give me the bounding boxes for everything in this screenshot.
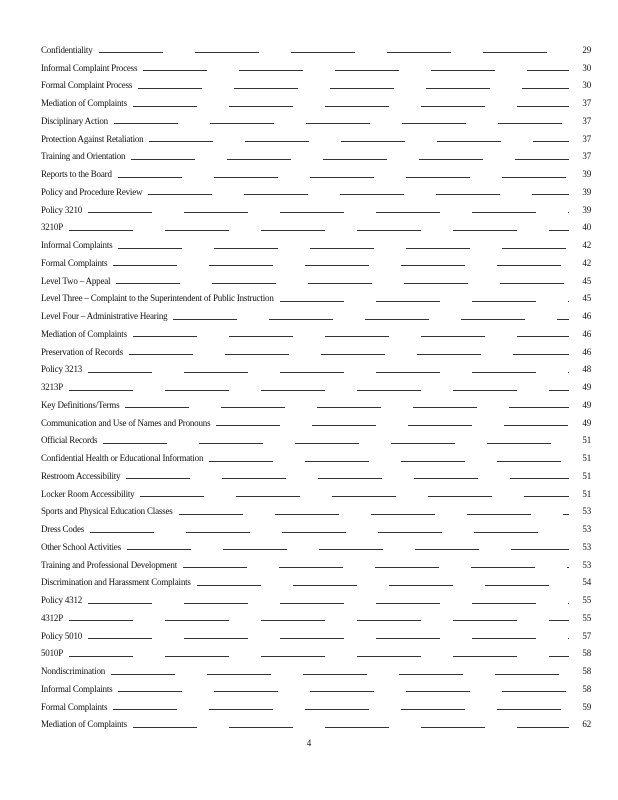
toc-entry-title: Restroom Accessibility <box>41 470 121 481</box>
toc-leader-line <box>148 194 569 195</box>
toc-entry-title: Mediation of Complaints <box>41 98 127 109</box>
toc-entry-page-number: 37 <box>582 98 591 109</box>
toc-entry <box>41 77 591 95</box>
toc-entry-page-number: 46 <box>582 328 591 339</box>
toc-entry-page-number: 53 <box>582 506 591 517</box>
toc-leader-line <box>183 567 569 568</box>
toc-entry-page-number: 46 <box>582 346 591 357</box>
toc-entry <box>41 645 591 663</box>
toc-entry-page-number: 51 <box>582 470 591 481</box>
toc-entry-title: Protection Against Retaliation <box>41 133 144 144</box>
toc-leader-line <box>88 638 569 639</box>
toc-entry-title: Locker Room Accessibility <box>41 488 135 499</box>
toc-entry <box>41 662 591 680</box>
toc-entry-title: 3210P <box>41 222 64 233</box>
toc-entry <box>41 432 591 450</box>
toc-entry <box>41 485 591 503</box>
toc-entry <box>41 201 591 219</box>
toc-entry-page-number: 57 <box>582 630 591 641</box>
toc-entry <box>41 94 591 112</box>
toc-entry-title: Policy and Procedure Review <box>41 186 143 197</box>
toc-entry <box>41 538 591 556</box>
toc-entry-title: Dress Codes <box>41 524 85 535</box>
toc-entry-title: 3213P <box>41 382 64 393</box>
toc-entry <box>41 591 591 609</box>
toc-entry-title: Mediation of Complaints <box>41 719 127 730</box>
toc-entry-page-number: 51 <box>582 435 591 446</box>
toc-leader-line <box>133 727 569 728</box>
toc-leader-line <box>131 159 569 160</box>
toc-leader-line <box>69 230 569 231</box>
toc-entry <box>41 449 591 467</box>
toc-entry <box>41 130 591 148</box>
toc-entry-title: Level Two – Appeal <box>41 275 111 286</box>
toc-leader-line <box>173 319 569 320</box>
toc-leader-line <box>138 88 569 89</box>
toc-entry-title: Discrimination and Harassment Complaints <box>41 577 191 588</box>
toc-entry <box>41 698 591 716</box>
toc-leader-line <box>99 52 570 53</box>
toc-entry <box>41 272 591 290</box>
toc-entry-page-number: 51 <box>582 488 591 499</box>
toc-leader-line <box>179 514 569 515</box>
toc-leader-line <box>125 407 569 408</box>
toc-entry-page-number: 62 <box>582 719 591 730</box>
toc-entry-page-number: 49 <box>582 417 591 428</box>
toc-entry <box>41 716 591 734</box>
toc-entry-page-number: 37 <box>582 115 591 126</box>
toc-entry-title: Sports and Physical Education Classes <box>41 506 173 517</box>
toc-leader-line <box>113 709 569 710</box>
toc-entry-title: Level Three – Complaint to the Superintendent of Public Instruction <box>41 293 274 304</box>
toc-leader-line <box>280 301 569 302</box>
toc-leader-line <box>103 443 569 444</box>
toc-leader-line <box>133 106 569 107</box>
toc-entry-page-number: 58 <box>582 683 591 694</box>
toc-entry <box>41 183 591 201</box>
toc-entry <box>41 112 591 130</box>
toc-entry-page-number: 55 <box>582 612 591 623</box>
toc-entry <box>41 59 591 77</box>
toc-entry-page-number: 30 <box>582 80 591 91</box>
toc-entry-title: Policy 4312 <box>41 595 83 606</box>
toc-entry-page-number: 49 <box>582 382 591 393</box>
toc-entry-page-number: 45 <box>582 293 591 304</box>
toc-entry <box>41 574 591 592</box>
toc-entry-title: Formal Complaints <box>41 257 108 268</box>
toc-leader-line <box>127 549 569 550</box>
toc-leader-line <box>88 603 569 604</box>
toc-entry <box>41 290 591 308</box>
toc-entry <box>41 165 591 183</box>
table-of-contents <box>41 41 591 733</box>
toc-leader-line <box>118 248 569 249</box>
toc-entry-page-number: 39 <box>582 204 591 215</box>
toc-entry-page-number: 58 <box>582 648 591 659</box>
toc-entry-title: Disciplinary Action <box>41 115 108 126</box>
toc-entry <box>41 343 591 361</box>
toc-leader-line <box>118 177 569 178</box>
toc-entry-title: Informal Complaints <box>41 683 113 694</box>
toc-entry-page-number: 42 <box>582 240 591 251</box>
toc-leader-line <box>88 212 569 213</box>
toc-entry <box>41 307 591 325</box>
toc-entry-title: Informal Complaints <box>41 240 113 251</box>
toc-entry-title: Policy 3210 <box>41 204 83 215</box>
toc-entry <box>41 325 591 343</box>
toc-entry-title: Key Definitions/Terms <box>41 399 120 410</box>
toc-entry <box>41 520 591 538</box>
toc-entry-page-number: 48 <box>582 364 591 375</box>
toc-entry-page-number: 45 <box>582 275 591 286</box>
toc-entry-page-number: 42 <box>582 257 591 268</box>
toc-entry-page-number: 55 <box>582 595 591 606</box>
toc-entry <box>41 680 591 698</box>
toc-leader-line <box>140 496 569 497</box>
toc-entry <box>41 414 591 432</box>
toc-entry-page-number: 59 <box>582 701 591 712</box>
toc-entry-title: Informal Complaint Process <box>41 62 138 73</box>
toc-leader-line <box>90 532 569 533</box>
toc-leader-line <box>126 478 569 479</box>
page-number-footer: 4 <box>306 738 312 748</box>
toc-entry-title: Other School Activities <box>41 541 121 552</box>
toc-entry-title: Formal Complaints <box>41 701 108 712</box>
toc-entry <box>41 378 591 396</box>
toc-entry-title: Reports to the Board <box>41 169 112 180</box>
toc-entry-title: Confidential Health or Educational Information <box>41 453 204 464</box>
toc-entry <box>41 254 591 272</box>
toc-entry-title: Nondiscrimination <box>41 666 106 677</box>
toc-entry-page-number: 40 <box>582 222 591 233</box>
toc-entry <box>41 609 591 627</box>
toc-entry-title: Communication and Use of Names and Pronouns <box>41 417 211 428</box>
toc-entry-page-number: 53 <box>582 559 591 570</box>
toc-leader-line <box>113 265 569 266</box>
toc-entry-page-number: 53 <box>582 524 591 535</box>
toc-entry <box>41 361 591 379</box>
toc-leader-line <box>129 354 569 355</box>
toc-leader-line <box>209 461 569 462</box>
toc-entry <box>41 236 591 254</box>
toc-entry-page-number: 51 <box>582 453 591 464</box>
toc-entry-title: Policy 5010 <box>41 630 83 641</box>
toc-entry-page-number: 49 <box>582 399 591 410</box>
toc-leader-line <box>149 141 569 142</box>
toc-entry-title: Mediation of Complaints <box>41 328 127 339</box>
toc-entry-page-number: 29 <box>582 44 591 55</box>
toc-entry-page-number: 53 <box>582 541 591 552</box>
toc-entry <box>41 41 591 59</box>
toc-entry <box>41 219 591 237</box>
toc-leader-line <box>69 656 569 657</box>
toc-entry <box>41 396 591 414</box>
toc-entry-page-number: 54 <box>582 577 591 588</box>
toc-entry-title: Official Records <box>41 435 98 446</box>
toc-entry-title: 5010P <box>41 648 64 659</box>
toc-entry <box>41 148 591 166</box>
toc-entry-page-number: 37 <box>582 151 591 162</box>
toc-entry-title: 4312P <box>41 612 64 623</box>
toc-entry-title: Training and Orientation <box>41 151 126 162</box>
toc-entry <box>41 503 591 521</box>
toc-entry <box>41 627 591 645</box>
toc-leader-line <box>197 585 569 586</box>
toc-leader-line <box>88 372 569 373</box>
toc-leader-line <box>111 674 569 675</box>
toc-entry <box>41 467 591 485</box>
toc-leader-line <box>133 336 569 337</box>
toc-entry-page-number: 46 <box>582 311 591 322</box>
toc-entry-title: Formal Complaint Process <box>41 80 133 91</box>
toc-entry-title: Training and Professional Development <box>41 559 177 570</box>
toc-entry-page-number: 37 <box>582 133 591 144</box>
toc-entry-page-number: 39 <box>582 169 591 180</box>
toc-leader-line <box>69 620 569 621</box>
toc-leader-line <box>116 283 569 284</box>
toc-leader-line <box>114 123 569 124</box>
toc-leader-line <box>69 390 569 391</box>
toc-leader-line <box>216 425 569 426</box>
toc-leader-line <box>143 70 569 71</box>
toc-entry-title: Confidentiality <box>41 44 93 55</box>
toc-entry <box>41 556 591 574</box>
toc-leader-line <box>118 691 569 692</box>
toc-entry-page-number: 30 <box>582 62 591 73</box>
toc-entry-title: Preservation of Records <box>41 346 123 357</box>
toc-entry-title: Policy 3213 <box>41 364 83 375</box>
toc-entry-title: Level Four – Administrative Hearing <box>41 311 168 322</box>
toc-entry-page-number: 39 <box>582 186 591 197</box>
toc-entry-page-number: 58 <box>582 666 591 677</box>
